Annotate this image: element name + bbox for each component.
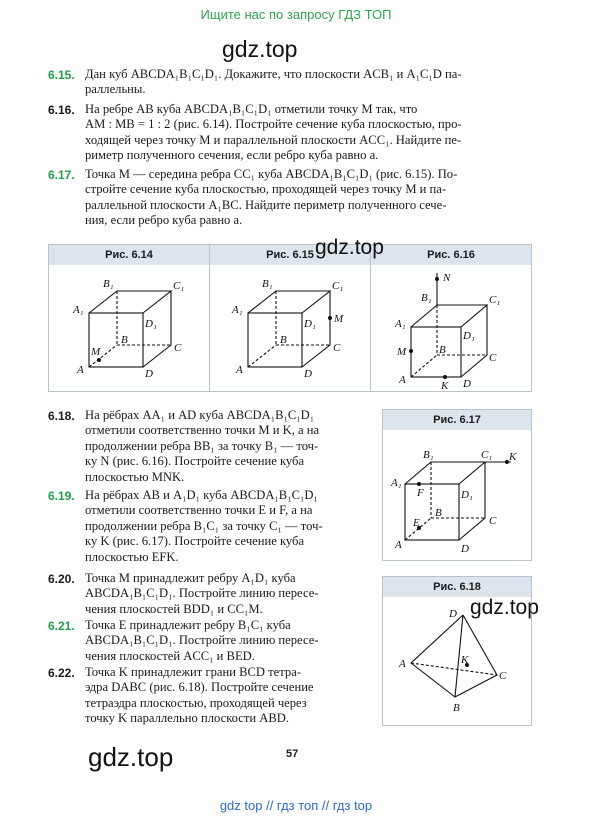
vertex-label: B [435, 507, 442, 519]
problem-line: AM : MB = 1 : 2 (рис. 6.14). Постройте сечение куба плоскостью, про- [85, 117, 462, 132]
problem-line: продолжении ребра BB₁ за точку B₁ — точ- [85, 438, 319, 453]
watermark: gdz.top [88, 742, 174, 772]
vertex-label: F [417, 487, 424, 499]
vertex-label: D [463, 378, 471, 390]
vertex-label: C [489, 515, 497, 527]
vertex-label: C [499, 670, 507, 682]
top-banner: Ищите нас по запросу ГДЗ ТОП [200, 7, 392, 22]
vertex-label: B [280, 334, 287, 346]
problem-line: продолжении ребра B₁C₁ за точку C₁ — точ- [85, 518, 323, 533]
problem-number: 6.21. [48, 619, 75, 633]
cube-diagram [383, 430, 531, 559]
problem-line: чения плоскостей BDD₁ и CC₁M. [85, 601, 263, 616]
problem-line: На ребре AB куба ABCDA₁B₁C₁D₁ отметили точку M так, что [85, 102, 418, 116]
problem-line: тетраэдра плоскостью, проходящей через [85, 695, 307, 710]
problem-number: 6.16. [48, 103, 75, 117]
vertex-label: A [399, 658, 406, 670]
cube-diagram [49, 265, 209, 390]
figure-title: Рис. 6.16 [371, 245, 531, 265]
vertex-label: C₁ [332, 280, 344, 292]
vertex-label: A [395, 539, 402, 551]
problem-line: Точка M — середина ребра CC₁ куба ABCDA₁B₁C₁D₁ (рис. 6.15). По- [85, 167, 458, 181]
vertex-label: D [145, 368, 153, 380]
vertex-label: D [304, 368, 312, 380]
vertex-label: C [174, 342, 182, 354]
problem-line: ния, если ребро куба равно a. [85, 213, 243, 228]
problem-line: ку K (рис. 6.17). Постройте сечение куба [85, 534, 305, 549]
vertex-label: N [443, 272, 451, 284]
problem-line: На рёбрах AA₁ и AD куба ABCDA₁B₁C₁D₁ [85, 408, 315, 422]
vertex-label: B [453, 702, 460, 714]
figure-title: Рис. 6.17 [383, 410, 531, 430]
problem-number: 6.22. [48, 666, 75, 680]
vertex-label: C [333, 342, 341, 354]
problem-line: чения плоскостей ACC₁ и BED. [85, 648, 255, 663]
vertex-label: M [397, 346, 407, 358]
problem-line: плоскостью EFK. [85, 549, 179, 564]
problem-line: Точка E принадлежит ребру B₁C₁ куба [85, 618, 291, 632]
problem-line: отметили соответственно точки M и K, а на [85, 423, 320, 438]
vertex-label: A₁ [391, 477, 402, 489]
page-number: 57 [286, 748, 299, 760]
figure-6-14 [49, 245, 209, 391]
vertex-label: D₁ [145, 318, 157, 330]
problem-line: ABCDA₁B₁C₁D₁. Постройте линию пересе- [85, 633, 319, 648]
problem-line: ходящей через точку M и параллельной плоскости ACC₁. Найдите пе- [85, 132, 462, 147]
vertex-label: B₁ [262, 278, 273, 290]
problem-line: Точка M принадлежит ребру A₁D₁ куба [85, 571, 296, 585]
problem-line: плоскостью MNK. [85, 469, 185, 484]
cube-diagram [371, 265, 531, 390]
figure-6-17 [382, 409, 532, 561]
watermark: gdz.top [315, 236, 384, 259]
vertex-label: D₁ [461, 489, 473, 501]
watermark: gdz.top [222, 36, 298, 62]
problem-number: 6.20. [48, 572, 75, 586]
problem-line: отметили соответственно точки E и F, а на [85, 503, 313, 518]
problem-line: раллельны. [85, 82, 146, 97]
figure-row [48, 244, 532, 392]
problem-number: 6.18. [48, 409, 75, 423]
vertex-label: D₁ [463, 330, 475, 342]
vertex-label: M [91, 346, 101, 358]
vertex-label: B₁ [423, 449, 434, 461]
vertex-label: A [77, 364, 84, 376]
problem-line: эдра DABC (рис. 6.18). Постройте сечение [85, 680, 314, 695]
problem-line: риметр полученного сечения, если ребро куба равно a. [85, 148, 379, 163]
problem-number: 6.17. [48, 168, 75, 182]
vertex-label: B₁ [103, 278, 114, 290]
vertex-label: A₁ [395, 318, 406, 330]
watermark: gdz.top [470, 596, 539, 619]
vertex-label: A₁ [232, 304, 243, 316]
vertex-label: D₁ [304, 318, 316, 330]
vertex-label: K [441, 380, 449, 390]
problem-line: ABCDA₁B₁C₁D₁. Постройте линию пересе- [85, 586, 319, 601]
footer-links: gdz top // гдз топ // гдз top [219, 798, 373, 813]
vertex-label: D [461, 543, 469, 555]
problem-line: Дан куб ABCDA₁B₁C₁D₁. Докажите, что плоскости ACB₁ и A₁C₁D па- [85, 67, 462, 81]
problem-line: точку K параллельно плоскости ABD. [85, 711, 290, 726]
vertex-label: C₁ [173, 280, 185, 292]
vertex-label: M [334, 313, 344, 325]
figure-6-16 [371, 245, 531, 391]
problem-line: стройте сечение куба плоскостью, проходящей через точку M и па- [85, 182, 447, 197]
problem-line: ку N (рис. 6.16). Постройте сечение куба [85, 454, 305, 469]
problem-line: Точка K принадлежит грани BCD тетра- [85, 665, 301, 679]
figure-title: Рис. 6.15 [210, 245, 370, 265]
problem-number: 6.15. [48, 68, 75, 82]
vertex-label: K [461, 654, 469, 666]
vertex-label: D [449, 608, 457, 620]
vertex-label: A [399, 374, 406, 386]
vertex-label: B [439, 344, 446, 356]
vertex-label: B₁ [421, 292, 432, 304]
vertex-label: K [509, 451, 517, 463]
problem-line: раллельной плоскости A₁BC. Найдите периметр полученного сече- [85, 197, 447, 212]
vertex-label: A [236, 364, 243, 376]
figure-title: Рис. 6.18 [383, 577, 531, 597]
vertex-label: E [413, 517, 420, 529]
figure-6-15 [210, 245, 370, 391]
vertex-label: B [121, 334, 128, 346]
problem-number: 6.19. [48, 489, 75, 503]
vertex-label: C₁ [481, 449, 493, 461]
vertex-label: C [489, 352, 497, 364]
cube-diagram [210, 265, 370, 390]
figure-title: Рис. 6.14 [49, 245, 209, 265]
problem-line: На рёбрах AB и A₁D₁ куба ABCDA₁B₁C₁D₁ [85, 488, 318, 502]
vertex-label: C₁ [489, 294, 501, 306]
vertex-label: A₁ [73, 304, 84, 316]
